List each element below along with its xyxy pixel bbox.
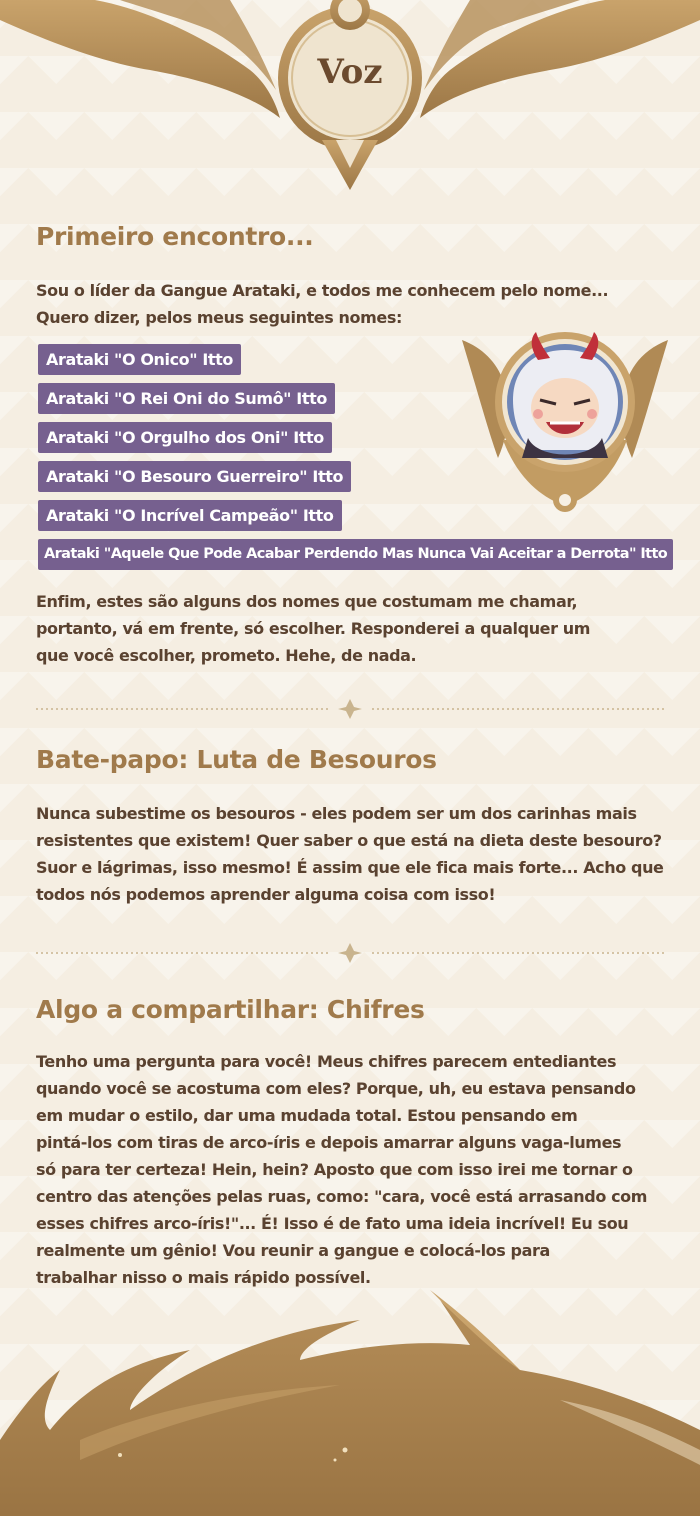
intro-line: Quero dizer, pelos meus seguintes nomes: (36, 308, 402, 327)
name-tag: Arataki "O Incrível Campeão" Itto (38, 500, 342, 531)
body-line: trabalhar nisso o mais rápido possível. (36, 1268, 371, 1287)
horns-body (36, 1048, 666, 1291)
outro-line: que você escolher, prometo. Hehe, de nada. (36, 646, 417, 665)
page-title: Voz (317, 52, 383, 92)
body-line: realmente um gênio! Vou reunir a gangue e colocá-los para (36, 1241, 550, 1260)
body-line: centro das atenções pelas ruas, como: "cara, você está arrasando com (36, 1187, 648, 1206)
body-line: quando você se acostuma com eles? Porque, uh, eu estava pensando (36, 1079, 636, 1098)
body-line: Tenho uma pergunta para você! Meus chifres parecem entediantes (36, 1052, 617, 1071)
section-divider (36, 699, 664, 719)
name-tag: Arataki "O Onico" Itto (38, 344, 241, 375)
header-ornament (0, 0, 700, 200)
section-title-horns: Algo a compartilhar: Chifres (36, 995, 425, 1024)
footer-ornament (0, 1290, 700, 1516)
name-tag: Arataki "O Besouro Guerreiro" Itto (38, 461, 351, 492)
body-line: Nunca subestime os besouros - eles podem ser um dos carinhas mais (36, 804, 637, 823)
body-line: Suor e lágrimas, isso mesmo! É assim que ele fica mais forte... Acho que (36, 858, 664, 877)
outro-line: portanto, vá em frente, só escolher. Responderei a qualquer um (36, 619, 591, 638)
body-line: todos nós podemos aprender alguma coisa com isso! (36, 885, 496, 904)
body-line: resistentes que existem! Quer saber o que está na dieta deste besouro? (36, 831, 662, 850)
section-title-first-meeting: Primeiro encontro... (36, 222, 314, 251)
outro-line: Enfim, estes são alguns dos nomes que costumam me chamar, (36, 592, 578, 611)
first-meeting-intro (36, 277, 666, 331)
body-line: pintá-los com tiras de arco-íris e depois amarrar alguns vaga-lumes (36, 1133, 622, 1152)
intro-line: Sou o líder da Gangue Arataki, e todos me conhecem pelo nome... (36, 281, 609, 300)
name-tag: Arataki "O Rei Oni do Sumô" Itto (38, 383, 335, 414)
body-line: só para ter certeza! Hein, hein? Aposto que com isso irei me tornar o (36, 1160, 633, 1179)
body-line: em mudar o estilo, dar uma mudada total. Estou pensando em (36, 1106, 578, 1125)
beetle-fight-body (36, 800, 666, 908)
body-line: esses chifres arco-íris!"... É! Isso é de fato uma ideia incrível! Eu sou (36, 1214, 629, 1233)
name-tag: Arataki "O Orgulho dos Oni" Itto (38, 422, 332, 453)
section-title-beetle-fight: Bate-papo: Luta de Besouros (36, 745, 437, 774)
first-meeting-outro (36, 588, 666, 669)
section-divider (36, 943, 664, 963)
name-tag: Arataki "Aquele Que Pode Acabar Perdendo Mas Nunca Vai Aceitar a Derrota" Itto (38, 539, 673, 570)
character-avatar-badge (458, 330, 672, 520)
